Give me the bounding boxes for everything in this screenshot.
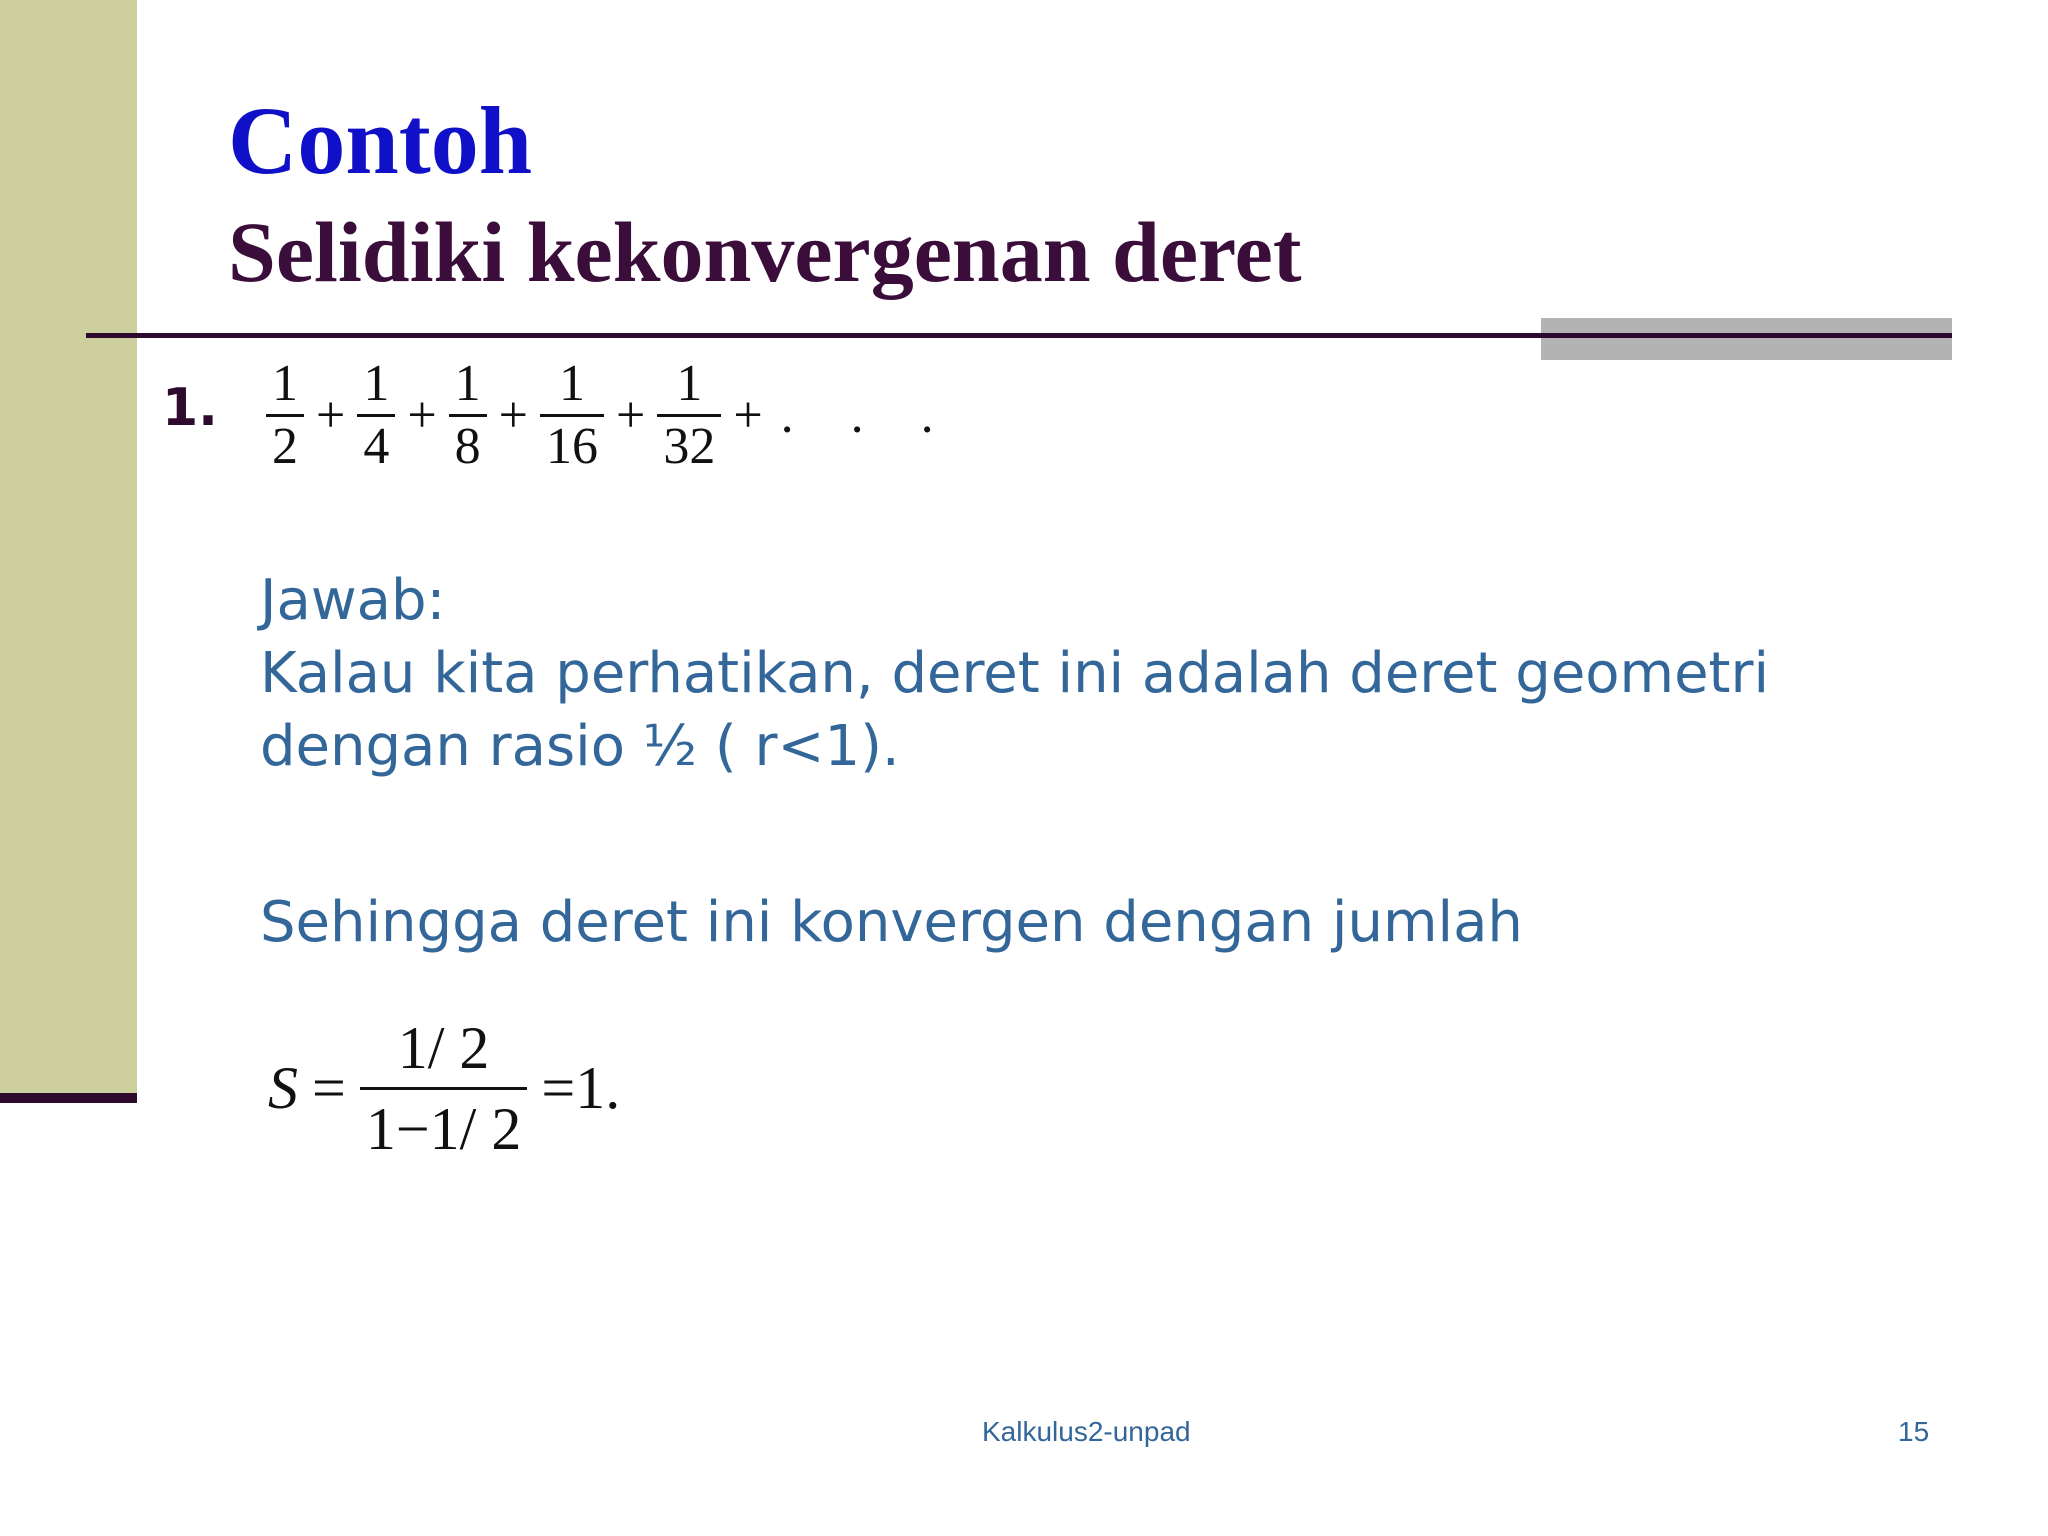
footer-text: Kalkulus2-unpad bbox=[982, 1416, 1191, 1447]
answer-label: Jawab: bbox=[260, 568, 446, 633]
term-numerator: 1 bbox=[454, 354, 481, 412]
term-numerator: 1 bbox=[363, 354, 390, 412]
formula-lhs: S bbox=[268, 1054, 298, 1121]
item-number: 1. bbox=[162, 378, 218, 438]
series-term bbox=[262, 354, 308, 477]
term-denominator: 32 bbox=[657, 414, 721, 477]
plus-operator: + bbox=[733, 386, 763, 444]
formula-denominator: 1−1/ 2 bbox=[360, 1087, 528, 1168]
plus-operator: + bbox=[615, 386, 646, 444]
series-ellipsis: . . . bbox=[780, 386, 956, 444]
term-numerator: 1 bbox=[272, 354, 298, 412]
formula-fraction bbox=[360, 1009, 528, 1168]
term-denominator: 4 bbox=[357, 414, 395, 477]
slide-subtitle: Selidiki kekonvergenan deret bbox=[228, 204, 1302, 300]
conclusion-text: Sehingga deret ini konvergen dengan jumlah bbox=[260, 890, 1523, 955]
term-denominator: 2 bbox=[266, 414, 304, 477]
slide-title: Contoh bbox=[228, 87, 533, 194]
term-numerator: 1 bbox=[676, 354, 703, 412]
answer-block bbox=[260, 564, 1769, 783]
series-expression bbox=[262, 350, 956, 480]
formula-result: =1. bbox=[541, 1054, 621, 1121]
series-term bbox=[445, 354, 491, 477]
divider-line bbox=[86, 333, 1952, 338]
plus-operator: + bbox=[407, 386, 437, 444]
term-denominator: 16 bbox=[540, 414, 604, 477]
side-bar bbox=[0, 0, 137, 1093]
answer-line: Kalau kita perhatikan, deret ini adalah deret geometri bbox=[260, 641, 1770, 706]
page-number: 15 bbox=[1898, 1416, 1930, 1447]
plus-operator: + bbox=[498, 386, 528, 444]
term-denominator: 8 bbox=[449, 414, 487, 477]
formula-numerator: 1/ 2 bbox=[397, 1014, 490, 1081]
series-term bbox=[353, 354, 399, 477]
plus-operator: + bbox=[316, 386, 346, 444]
term-numerator: 1 bbox=[558, 354, 585, 412]
answer-line: dengan rasio ½ ( r<1). bbox=[260, 714, 900, 779]
series-term bbox=[536, 354, 608, 477]
divider-accent bbox=[1541, 318, 1952, 360]
series-term bbox=[653, 354, 725, 477]
side-bar-base bbox=[0, 1093, 137, 1103]
sum-formula bbox=[268, 1008, 620, 1168]
formula-equals: = bbox=[312, 1054, 346, 1121]
